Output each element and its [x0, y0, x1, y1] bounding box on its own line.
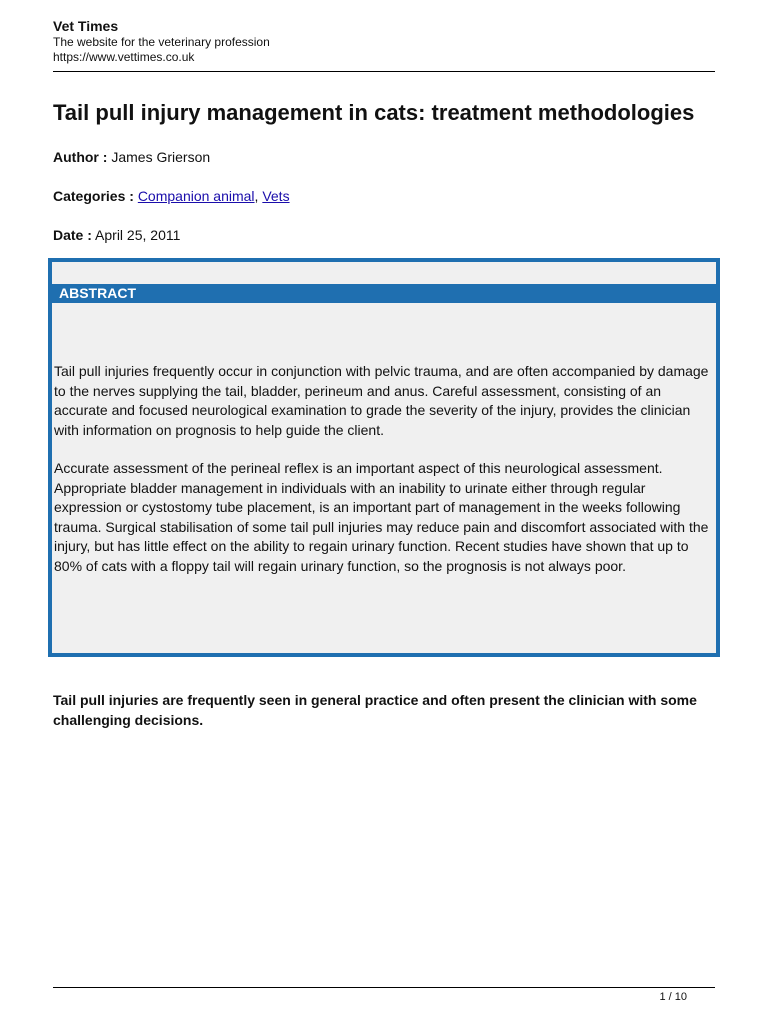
- date-label: Date :: [53, 227, 92, 243]
- site-header: [53, 17, 715, 65]
- author-name: James Grierson: [111, 149, 211, 165]
- abstract-header-bar: [52, 284, 716, 303]
- category-link-vets[interactable]: Vets: [262, 188, 290, 204]
- footer-divider: [53, 987, 715, 988]
- site-url: https://www.vettimes.co.uk: [53, 50, 195, 64]
- author-label: Author :: [53, 149, 108, 165]
- abstract-body: [54, 362, 714, 595]
- site-name: Vet Times: [53, 18, 119, 34]
- abstract-heading: ABSTRACT: [59, 285, 136, 301]
- abstract-paragraph: Tail pull injuries frequently occur in conjunction with pelvic trauma, and are often accompanied by damage to the nerves supplying the tail, bladder, perineum and anus. Careful assessment, consisting of an accurate and focused neurological examination to grade the severity of the injury, provides the clinician with information on prognosis to help guide the client.: [54, 363, 709, 438]
- site-tagline: The website for the veterinary profession: [53, 35, 270, 49]
- abstract-paragraph: Accurate assessment of the perineal reflex is an important aspect of this neurological assessment. Appropriate bladder management in individuals with an inability to urinate either through regular expression or cystostomy tube placement, is an important part of management in the weeks following trauma. Surgical stabilisation of some tail pull injuries may reduce pain and discomfort associated with the injury, but has little effect on the ability to regain urinary function. Recent studies have shown that up to 80% of cats with a floppy tail will regain urinary function, so the prognosis is not always poor.: [54, 460, 709, 574]
- categories-label: Categories :: [53, 188, 134, 204]
- publish-date: April 25, 2011: [95, 227, 181, 243]
- lead-paragraph: Tail pull injuries are frequently seen in general practice and often present the clinician with some challenging decisions.: [53, 692, 697, 728]
- author-line: [53, 148, 715, 166]
- categories-line: [53, 187, 715, 205]
- abstract-box: [48, 258, 720, 657]
- header-divider: [53, 71, 715, 72]
- category-link-companion-animal[interactable]: Companion animal: [137, 188, 255, 204]
- article-title: Tail pull injury management in cats: treatment methodologies: [53, 100, 695, 125]
- category-separator: ,: [254, 188, 263, 204]
- date-line: [53, 226, 715, 244]
- page-number: 1 / 10: [659, 991, 687, 1003]
